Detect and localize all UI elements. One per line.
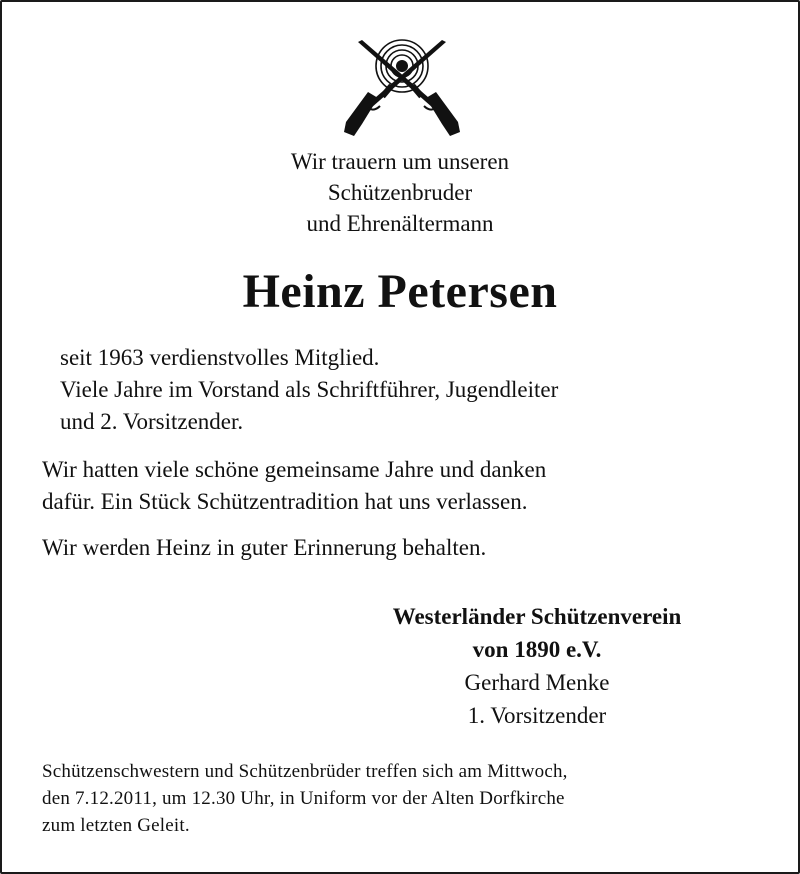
signatory-role: 1. Vorsitzender — [467, 703, 607, 728]
deceased-name: Heinz Petersen — [242, 265, 558, 318]
thanks-line: Wir hatten viele schöne gemeinsame Jahre und danken — [42, 457, 547, 482]
funeral-line: zum letzten Geleit. — [42, 815, 190, 836]
tenure-line: seit 1963 verdienstvolles Mitglied. — [60, 345, 380, 370]
memory-paragraph — [42, 532, 486, 564]
club-founding: von 1890 e.V. — [472, 637, 602, 662]
signature-block — [312, 600, 762, 732]
club-name: Westerländer Schützenverein — [392, 604, 682, 629]
tenure-paragraph — [60, 342, 558, 438]
intro-text — [2, 146, 798, 239]
tenure-line: Viele Jahre im Vorstand als Schriftführer, Jugendleiter — [60, 377, 559, 402]
tenure-line: und 2. Vorsitzender. — [60, 409, 244, 434]
funeral-line: den 7.12.2011, um 12.30 Uhr, in Uniform vor der Alten Dorfkirche — [42, 788, 565, 809]
memory-line: Wir werden Heinz in guter Erinnerung behalten. — [42, 535, 487, 560]
intro-line: Schützenbruder — [327, 180, 473, 205]
funeral-line: Schützenschwestern und Schützenbrüder treffen sich am Mittwoch, — [42, 761, 568, 782]
funeral-notice — [42, 758, 568, 839]
thanks-line: dafür. Ein Stück Schützentradition hat uns verlassen. — [42, 489, 528, 514]
crossed-rifles-target-icon — [340, 36, 464, 140]
thanks-paragraph — [42, 454, 546, 518]
intro-line: und Ehrenältermann — [306, 211, 494, 236]
intro-line: Wir trauern um unseren — [290, 149, 510, 174]
signatory-name: Gerhard Menke — [464, 670, 610, 695]
